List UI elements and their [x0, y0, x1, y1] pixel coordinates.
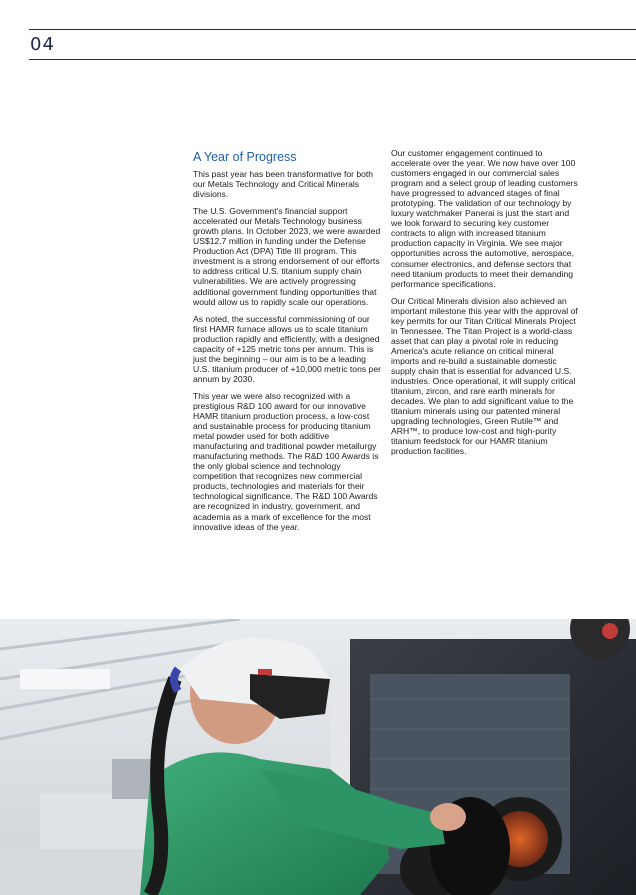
paragraph: The U.S. Government's financial support accelerated our Metals Technology business growth plans. In October 2023, we were awarded US$12.7 million in funding under the Defense Production Act (DPA) Title III program. This investment is a strong endorsement of our efforts to address critical U.S. titanium supply chain vulnerabilities. We are actively progressing additional government funding opportunities that would allow us to rapidly scale our operations.	[193, 206, 381, 307]
right-column	[391, 148, 581, 463]
worker-photo	[0, 619, 636, 895]
paragraph: As noted, the successful commissioning of our first HAMR furnace allows us to scale titanium production rapidly and efficiently, with a designed capacity of +125 metric tons per annum. This is just the beginning – our aim is to be a leading U.S. titanium producer of +10,000 metric tons per annum by 2030.	[193, 313, 381, 384]
worker-photo-illustration	[0, 619, 636, 895]
header-rule-bottom	[29, 59, 636, 60]
paragraph: Our customer engagement continued to accelerate over the year. We now have over 100 customers engaged in our commercial sales program and a select group of leading customers have progressed to advanced stages of final prototyping. The validation of our technology by luxury watchmaker Panerai is just the start and we look forward to securing key customer contracts to align with increased titanium production capacity in Virginia. We see major opportunities across the automotive, aerospace, consumer electronics, and defense sectors that need titanium products to meet their demanding performance specifications.	[391, 148, 578, 289]
paragraph: This year we were also recognized with a prestigious R&D 100 award for our innovative HAMR titanium production process, a low-cost and sustainable process for producing titanium metal powder used for both additive manufacturing and traditional powder metallurgy manufacturing methods. The R&D 100 Awards is the only global science and technology competition that recognizes new commercial products, technologies and materials for their technological significance. The R&D 100 Awards are recognized in industry, government, and academia as a mark of excellence for the most innovative ideas of the year.	[193, 390, 379, 532]
section-heading: A Year of Progress	[193, 150, 297, 164]
paragraph: Our Critical Minerals division also achieved an important milestone this year with the approval of key permits for our Titan Critical Minerals Project in Tennessee. The Titan Project is a world-class asset that can play a pivotal role in reducing America's acute reliance on critical mineral imports and re-build a sustainable domestic supply chain that is essential for advanced U.S. industries. Once operational, it will supply critical titanium, zircon, and rare earth minerals for decades. We plan to add significant value to the titanium minerals using our patented mineral upgrading technologies, Green Rutile™ and ARH™, to produce low-cost and high-purity titanium feedstock for our HAMR titanium production facilities.	[391, 295, 578, 457]
left-column	[193, 148, 383, 539]
page-number: 04	[30, 34, 55, 55]
paragraph: This past year has been transformative for both our Metals Technology and Critical Minerals divisions.	[193, 169, 374, 200]
header-rule-top	[29, 29, 636, 30]
